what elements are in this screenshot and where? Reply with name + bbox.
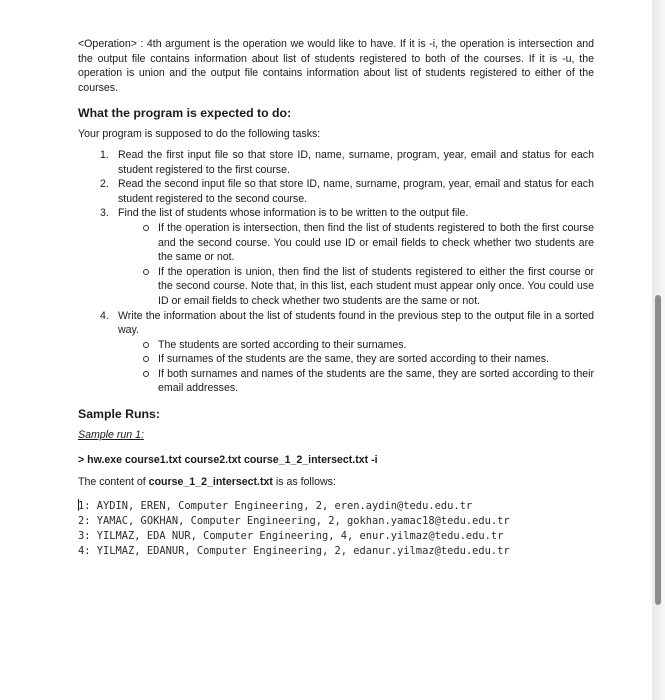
sub-bullet-item — [118, 265, 594, 309]
task3-sublist — [118, 221, 594, 309]
content-suffix: is as follows: — [272, 476, 336, 489]
sub-bullet-item — [118, 221, 594, 265]
task4-sublist — [118, 338, 594, 396]
operation-paragraph: <Operation> : 4th argument is the operation we would like to have. If it is -i, the operation is intersection and the output file contains information about list of students registered to both of the courses. If it is -u, the operation is union and the output file contains information about list of students registered to either of the courses. — [78, 38, 594, 94]
task-number: 1. — [100, 148, 109, 161]
task-number: 4. — [100, 309, 109, 322]
content-description — [78, 475, 594, 490]
content-filename: course_1_2_intersect.txt — [148, 476, 273, 489]
expected-heading: What the program is expected to do: — [78, 106, 292, 121]
task-item — [78, 206, 594, 308]
circle-bullet-icon — [143, 342, 149, 348]
task-number: 2. — [100, 178, 109, 191]
tasks-lead: Your program is supposed to do the following tasks: — [78, 128, 321, 141]
circle-bullet-icon — [143, 371, 149, 377]
task-item — [78, 177, 594, 206]
circle-bullet-icon — [143, 225, 149, 231]
circle-bullet-icon — [143, 269, 149, 275]
task-text: Read the second input file so that store ID, name, surname, program, year, email and status for each student registered to the second course. — [118, 178, 594, 205]
task-number: 3. — [100, 207, 109, 220]
content-prefix: The content of — [78, 476, 149, 489]
circle-bullet-icon — [143, 356, 149, 362]
sub-bullet-text: If surnames of the students are the same, they are sorted according to their names. — [158, 353, 549, 366]
output-line: 4: YILMAZ, EDANUR, Computer Engineering, 2, edanur.yilmaz@tedu.edu.tr — [78, 545, 510, 558]
sub-bullet-text: If the operation is intersection, then find the list of students registered to both the first course and the second course. You could use ID or email fields to check whether two students are the same or not. — [158, 221, 594, 264]
vertical-scrollbar[interactable] — [655, 295, 661, 605]
sub-bullet-item — [118, 338, 594, 353]
sub-bullet-text: If the operation is union, then find the list of students registered to either the first course or the second course. Note that, in this list, each student must appear only once. You could use ID or email fields to check whether two students are the same or not. — [158, 265, 594, 307]
sample-run-label: Sample run 1: — [78, 429, 144, 442]
task-text: Find the list of students whose information is to be written to the output file. — [118, 207, 469, 220]
output-line: 1: AYDIN, EREN, Computer Engineering, 2, eren.aydin@tedu.edu.tr — [78, 499, 473, 512]
sub-bullet-item — [118, 352, 594, 367]
task-text: Write the information about the list of students found in the previous step to the output file in a sorted way. — [118, 309, 594, 337]
output-line: 3: YILMAZ, EDA NUR, Computer Engineering, 4, enur.yilmaz@tedu.edu.tr — [78, 530, 504, 543]
task-text: Read the first input file so that store ID, name, surname, program, year, email and status for each student registered to the first course. — [118, 148, 594, 176]
sub-bullet-text: If both surnames and names of the students are the same, they are sorted according to their email addresses. — [158, 367, 594, 395]
task-list — [78, 148, 594, 396]
output-line: 2: YAMAC, GOKHAN, Computer Engineering, 2, gokhan.yamac18@tedu.edu.tr — [78, 515, 510, 528]
task-item — [78, 309, 594, 397]
sample-runs-heading: Sample Runs: — [78, 407, 160, 422]
sample-command: > hw.exe course1.txt course2.txt course_1_2_intersect.txt -i — [78, 453, 378, 466]
document-content — [78, 37, 594, 560]
sub-bullet-item — [118, 367, 594, 396]
sub-bullet-text: The students are sorted according to their surnames. — [158, 338, 407, 351]
task-item — [78, 148, 594, 177]
output-block — [78, 499, 594, 560]
